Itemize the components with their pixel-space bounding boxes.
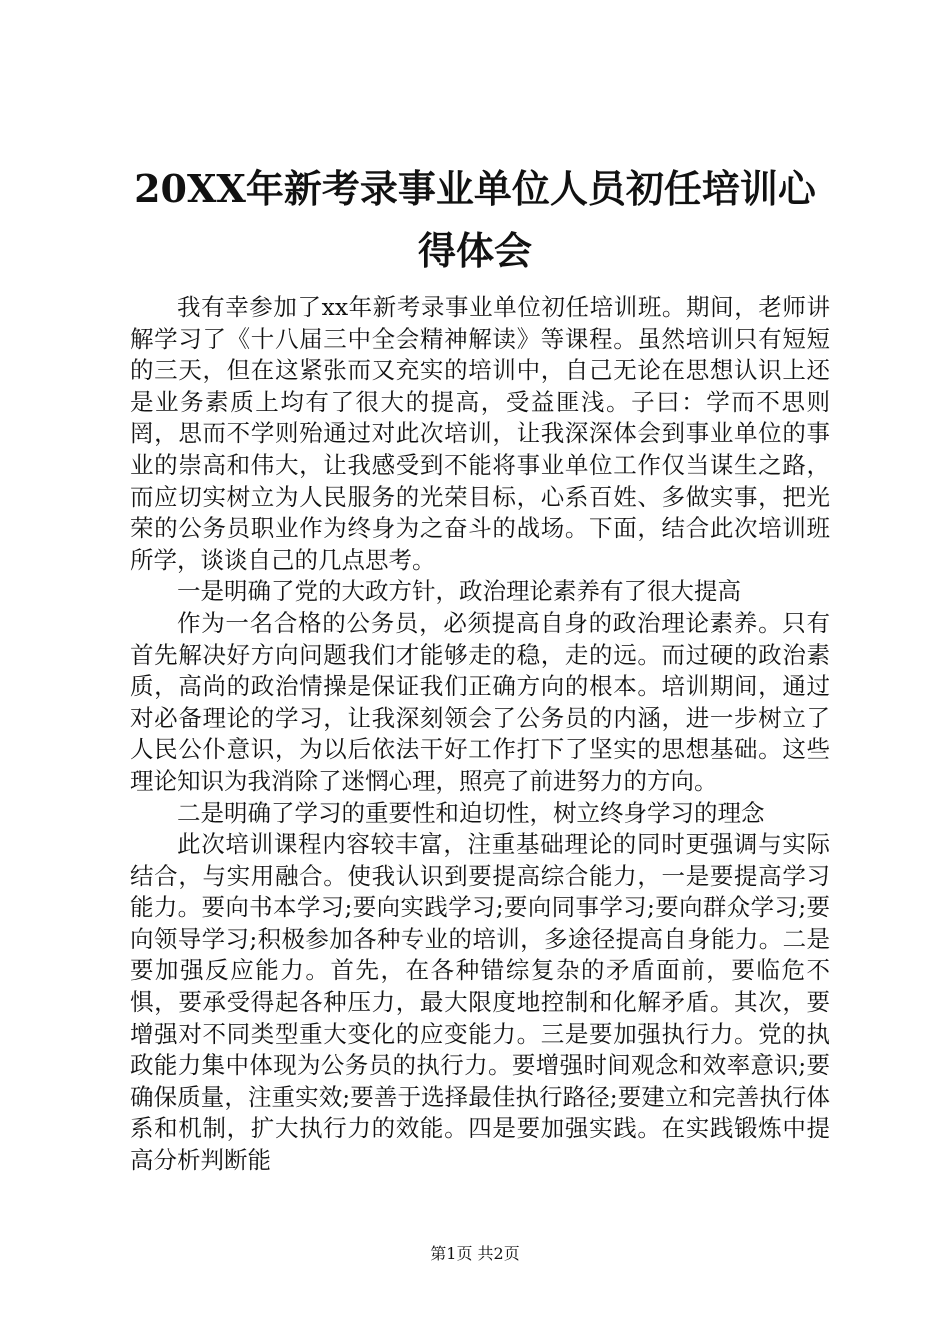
section-paragraph-1: 作为一名合格的公务员，必须提高自身的政治理论素养。只有首先解决好方向问题我们才能够走的稳，走的远。而过硬的政治素质，高尚的政治情操是保证我们正确方向的根本。培训期间，通过对必备理论的学习，让我深刻领会了公务员的内涵，进一步树立了人民公仆意识，为以后依法干好工作打下了坚实的思想基础。这些理论知识为我消除了迷惘心理，照亮了前进努力的方向。 <box>130 608 830 795</box>
page-footer: 第1页 共2页 <box>430 1244 520 1263</box>
document-title: 20XX年新考录事业单位人员初任培训心得体会 <box>134 166 816 273</box>
section-heading-2: 二是明确了学习的重要性和迫切性，树立终身学习的理念 <box>177 798 765 827</box>
intro-paragraph: 我有幸参加了xx年新考录事业单位初任培训班。期间，老师讲解学习了《十八届三中全会精神解读》等课程。虽然培训只有短短的三天，但在这紧张而又充实的培训中，自己无论在思想认识上还是业务素质上均有了很大的提高，受益匪浅。子曰：学而不思则罔，思而不学则殆通过对此次培训，让我深深体会到事业单位的事业的崇高和伟大，让我感受到不能将事业单位工作仅当谋生之路，而应切实树立为人民服务的光荣目标，心系百姓、多做实事，把光荣的公务员职业作为终身为之奋斗的战场。下面，结合此次培训班所学，谈谈自己的几点思考。 <box>130 293 830 574</box>
document-body <box>130 292 830 1177</box>
section-heading-1: 一是明确了党的大政方针，政治理论素养有了很大提高 <box>177 577 741 606</box>
section-paragraph-2: 此次培训课程内容较丰富，注重基础理论的同时更强调与实际结合，与实用融合。使我认识到要提高综合能力，一是要提高学习能力。要向书本学习;要向实践学习;要向同事学习;要向群众学习;要向领导学习;积极参加各种专业的培训，多途径提高自身能力。二是要加强反应能力。首先，在各种错综复杂的矛盾面前，要临危不惧，要承受得起各种压力，最大限度地控制和化解矛盾。其次，要增强对不同类型重大变化的应变能力。三是要加强执行力。党的执政能力集中体现为公务员的执行力。要增强时间观念和效率意识;要确保质量，注重实效;要善于选择最佳执行路径;要建立和完善执行体系和机制，扩大执行力的效能。四是要加强实践。在实践锻炼中提高分析判断能 <box>130 830 830 1175</box>
